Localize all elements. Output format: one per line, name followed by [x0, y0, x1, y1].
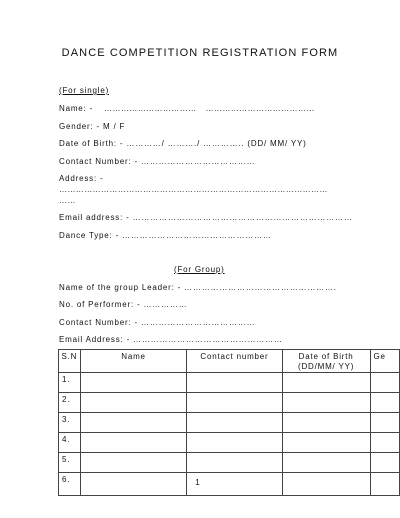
- contact-cell[interactable]: [187, 413, 282, 433]
- contact-cell[interactable]: [187, 453, 282, 473]
- performer-table-header-row: [59, 350, 400, 373]
- form-title: DANCE COMPETITION REGISTRATION FORM: [61, 47, 339, 59]
- single-contact-row: Contact Number: - …………………………………: [59, 157, 256, 166]
- name-cell[interactable]: [80, 393, 187, 413]
- gender-cell[interactable]: [370, 453, 399, 473]
- contact-cell[interactable]: [187, 393, 282, 413]
- single-name-label: Name: -: [59, 104, 94, 113]
- name-cell[interactable]: [80, 433, 187, 453]
- dob-header-line-2: (DD/MM/ YY): [297, 362, 355, 371]
- group-section-heading: (For Group): [174, 265, 225, 274]
- table-row: [59, 453, 400, 473]
- sn-cell: 1.: [59, 373, 81, 393]
- group-leader-row: Name of the group Leader: - …………………………………………….: [59, 283, 337, 292]
- name-cell[interactable]: [80, 453, 187, 473]
- table-row: [59, 393, 400, 413]
- single-first-name-blank[interactable]: ……………………………: [104, 104, 197, 113]
- gender-column-header: Ge: [370, 350, 399, 373]
- group-email-row: Email Address: - ……………………………………………: [59, 335, 283, 344]
- single-last-name-blank[interactable]: …………………………………: [205, 104, 315, 113]
- gender-cell[interactable]: [370, 433, 399, 453]
- single-address-blank-line-2[interactable]: ……: [59, 196, 76, 205]
- dob-cell[interactable]: [282, 473, 370, 496]
- single-email-row: Email address: - …………………………………………………………………: [59, 213, 353, 222]
- performer-table: [58, 349, 400, 496]
- gender-cell[interactable]: [370, 373, 399, 393]
- single-dance-type-row: Dance Type: - ……………………………………………: [59, 231, 272, 240]
- group-performers-row: No. of Performer: - ……………: [59, 300, 188, 309]
- gender-cell[interactable]: [370, 393, 399, 413]
- contact-cell[interactable]: [187, 373, 282, 393]
- table-row: [59, 413, 400, 433]
- name-cell[interactable]: [80, 373, 187, 393]
- dob-column-header: [282, 350, 370, 373]
- name-cell[interactable]: [80, 413, 187, 433]
- group-contact-row: Contact Number: - …………………………………: [59, 318, 256, 327]
- single-address-label: Address: -: [59, 174, 104, 183]
- table-row: [59, 433, 400, 453]
- dob-cell[interactable]: [282, 453, 370, 473]
- single-address-blank-line-1[interactable]: ……………………………………………………………………………………: [59, 185, 328, 194]
- sn-cell: 6.: [59, 473, 81, 496]
- single-gender-row: Gender: - M / F: [59, 122, 126, 131]
- dob-cell[interactable]: [282, 433, 370, 453]
- contact-cell[interactable]: 1: [187, 473, 282, 496]
- table-row: [59, 373, 400, 393]
- sn-cell: 5.: [59, 453, 81, 473]
- name-cell[interactable]: [80, 473, 187, 496]
- dob-cell[interactable]: [282, 413, 370, 433]
- contact-column-header: Contact number: [187, 350, 282, 373]
- gender-cell[interactable]: [370, 413, 399, 433]
- single-section-heading: (For single): [59, 86, 110, 95]
- table-row: [59, 473, 400, 496]
- dob-cell[interactable]: [282, 393, 370, 413]
- dob-header-line-1: Date of Birth: [298, 352, 354, 361]
- single-dob-row: Date of Birth: - …………/ ………./ ………….. (DD/ MM/ YY): [59, 139, 307, 148]
- sn-cell: 3.: [59, 413, 81, 433]
- sn-cell: 2.: [59, 393, 81, 413]
- name-column-header: Name: [80, 350, 187, 373]
- single-name-row: [59, 104, 315, 113]
- contact-cell[interactable]: [187, 433, 282, 453]
- sn-cell: 4.: [59, 433, 81, 453]
- gender-cell[interactable]: [370, 473, 399, 496]
- sn-column-header: S.N: [59, 350, 81, 373]
- dob-cell[interactable]: [282, 373, 370, 393]
